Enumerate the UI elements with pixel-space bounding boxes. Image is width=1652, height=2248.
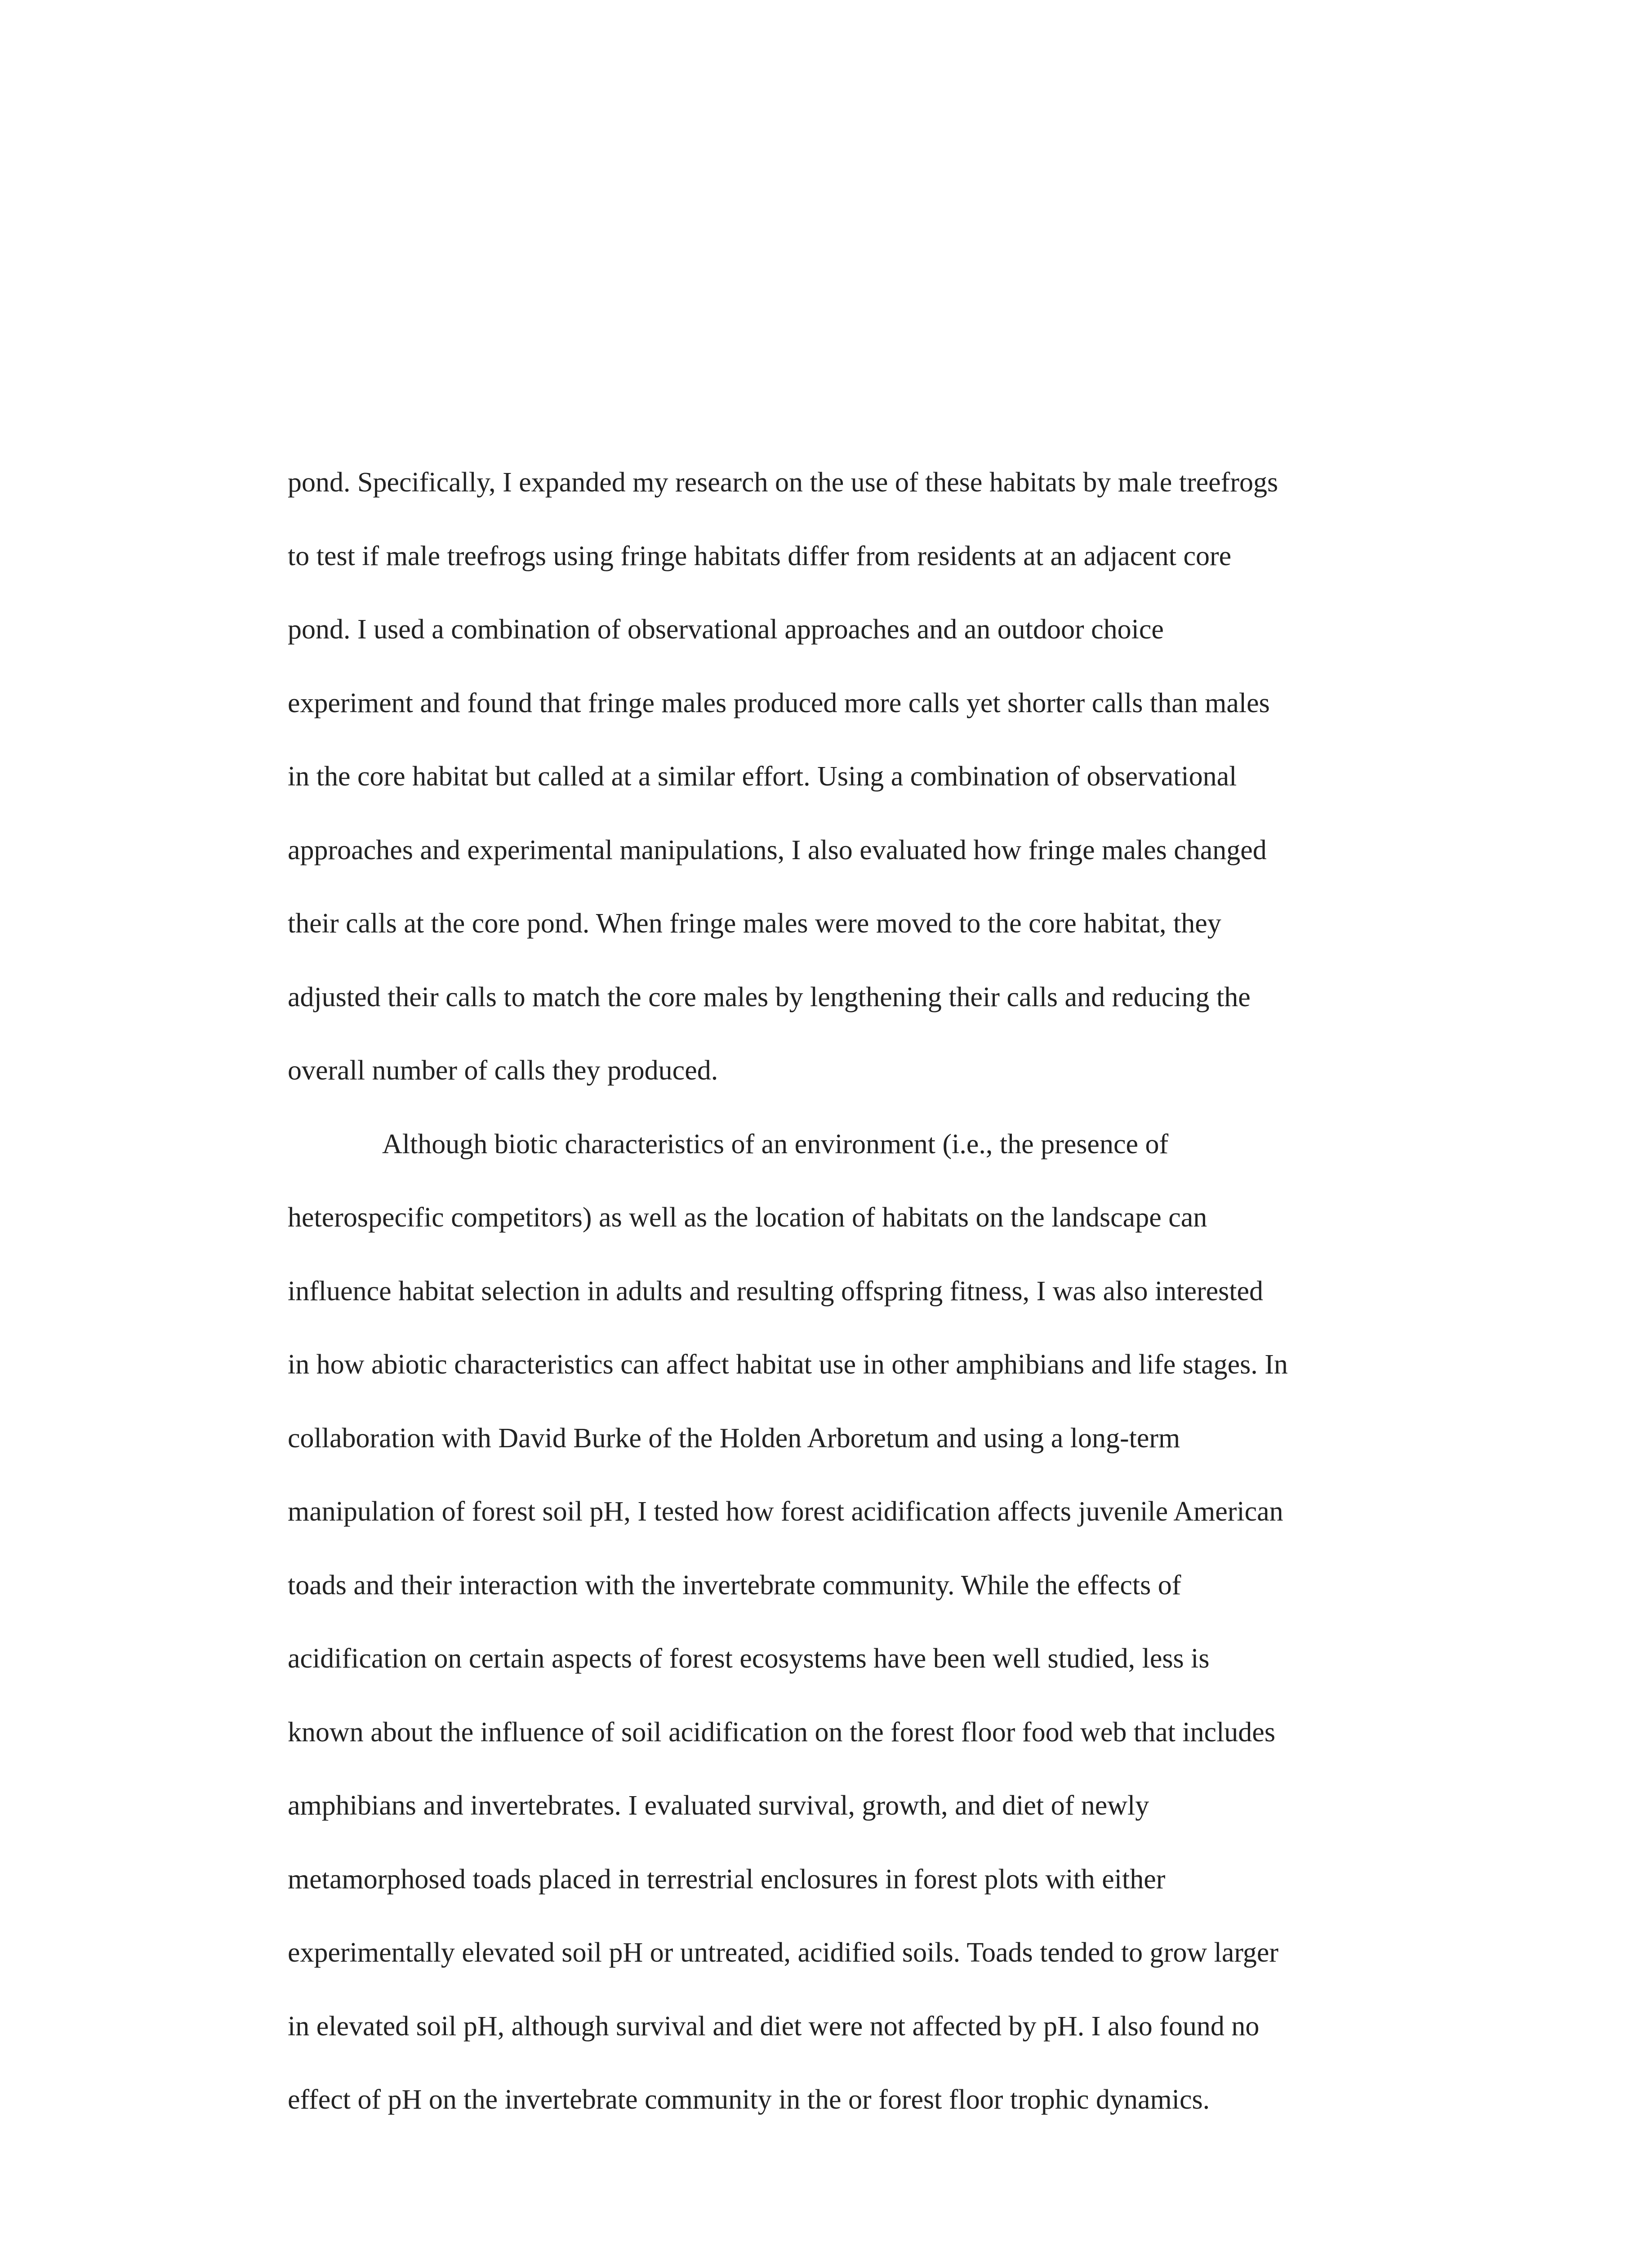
text-line: in how abiotic characteristics can affect habitat use in other amphibians and life stages. In	[288, 1349, 1288, 1380]
text-line: pond. Specifically, I expanded my research on the use of these habitats by male treefrogs	[288, 467, 1278, 498]
text-line: experiment and found that fringe males produced more calls yet shorter calls than males	[288, 687, 1270, 718]
text-line: adjusted their calls to match the core males by lengthening their calls and reducing the	[288, 981, 1251, 1012]
text-line: heterospecific competitors) as well as the location of habitats on the landscape can	[288, 1202, 1207, 1233]
text-line: their calls at the core pond. When fringe males were moved to the core habitat, they	[288, 908, 1221, 939]
text-line: known about the influence of soil acidification on the forest floor food web that includes	[288, 1717, 1275, 1748]
text-line: influence habitat selection in adults and resulting offspring fitness, I was also interested	[288, 1276, 1264, 1307]
text-line: toads and their interaction with the invertebrate community. While the effects of	[288, 1570, 1181, 1601]
text-line: manipulation of forest soil pH, I tested how forest acidification affects juvenile American	[288, 1496, 1283, 1527]
text-line: overall number of calls they produced.	[288, 1055, 718, 1086]
text-line: in elevated soil pH, although survival and diet were not affected by pH. I also found no	[288, 2011, 1260, 2042]
text-line: amphibians and invertebrates. I evaluated survival, growth, and diet of newly	[288, 1790, 1149, 1821]
text-line: pond. I used a combination of observational approaches and an outdoor choice	[288, 614, 1164, 645]
text-line: in the core habitat but called at a similar effort. Using a combination of observational	[288, 761, 1237, 792]
text-line: experimentally elevated soil pH or untreated, acidified soils. Toads tended to grow larger	[288, 1937, 1279, 1968]
text-line: effect of pH on the invertebrate community in the or forest floor trophic dynamics.	[288, 2084, 1210, 2115]
text-line: metamorphosed toads placed in terrestrial enclosures in forest plots with either	[288, 1864, 1166, 1895]
text-line: approaches and experimental manipulations, I also evaluated how fringe males changed	[288, 834, 1267, 865]
body-text	[288, 446, 1429, 2137]
text-line: collaboration with David Burke of the Holden Arboretum and using a long-term	[288, 1423, 1180, 1454]
paragraph-start-line: Although biotic characteristics of an environment (i.e., the presence of	[382, 1128, 1169, 1160]
text-line: to test if male treefrogs using fringe habitats differ from residents at an adjacent core	[288, 540, 1232, 571]
text-line: acidification on certain aspects of forest ecosystems have been well studied, less is	[288, 1643, 1210, 1674]
